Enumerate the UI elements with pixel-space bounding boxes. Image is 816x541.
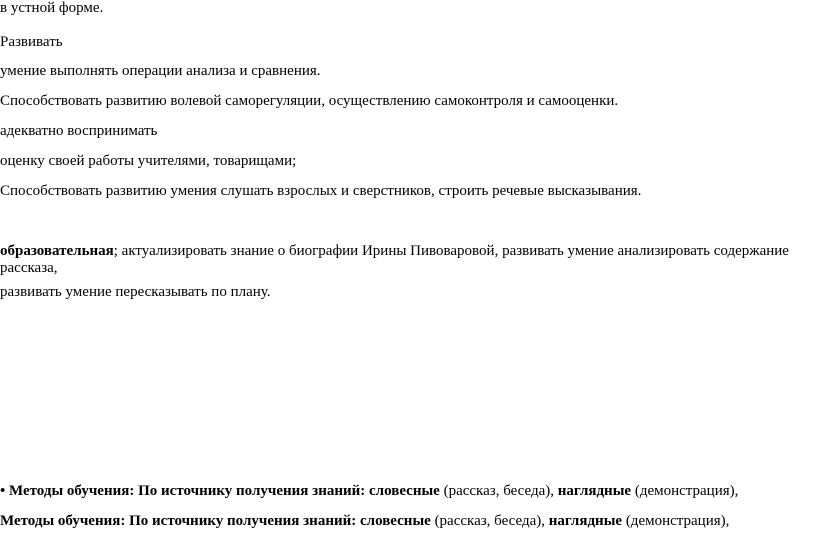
verbal-detail: (рассказ, беседа), — [439, 483, 558, 499]
visual-detail: (демонстрация), — [631, 483, 739, 499]
methods-line — [0, 513, 729, 530]
verbal-label: словесные — [369, 483, 440, 499]
visual-detail-2: (демонстрация), — [622, 513, 730, 529]
text-line-adequately: адекватно воспринимать — [0, 123, 158, 139]
methods-heading-2: Методы обучения: По источнику получения знаний: — [0, 513, 360, 529]
verbal-detail-2: (рассказ, беседа), — [430, 513, 549, 529]
text-line-assessment: оценку своей работы учителями, товарищами; — [0, 153, 297, 169]
methods-heading: Методы обучения: По источнику получения знаний: — [5, 483, 370, 499]
educational-text: ; актуализировать знание о биографии Ирины Пивоваровой, развивать умение анализировать содержание рассказа, — [0, 243, 789, 276]
text-line-develop: Развивать — [0, 34, 63, 50]
text-line-oral-form: в устной форме. — [0, 0, 104, 16]
text-line-analysis: умение выполнять операции анализа и сравнения. — [0, 63, 321, 79]
verbal-label-2: словесные — [360, 513, 431, 529]
visual-label-2: наглядные — [548, 513, 623, 529]
text-line-self-regulation: Способствовать развитию волевой саморегуляции, осуществлению самоконтроля и самооценки. — [0, 93, 619, 109]
educational-label: образовательная — [0, 243, 114, 259]
visual-label: наглядные — [557, 483, 632, 499]
text-line-retelling: развивать умение пересказывать по плану. — [0, 284, 271, 300]
text-line-listening: Способствовать развитию умения слушать взрослых и сверстников, строить речевые высказывания. — [0, 183, 642, 199]
bullet-icon: • — [0, 483, 6, 499]
methods-line-bulleted — [0, 483, 738, 500]
educational-goal-paragraph — [0, 243, 812, 277]
